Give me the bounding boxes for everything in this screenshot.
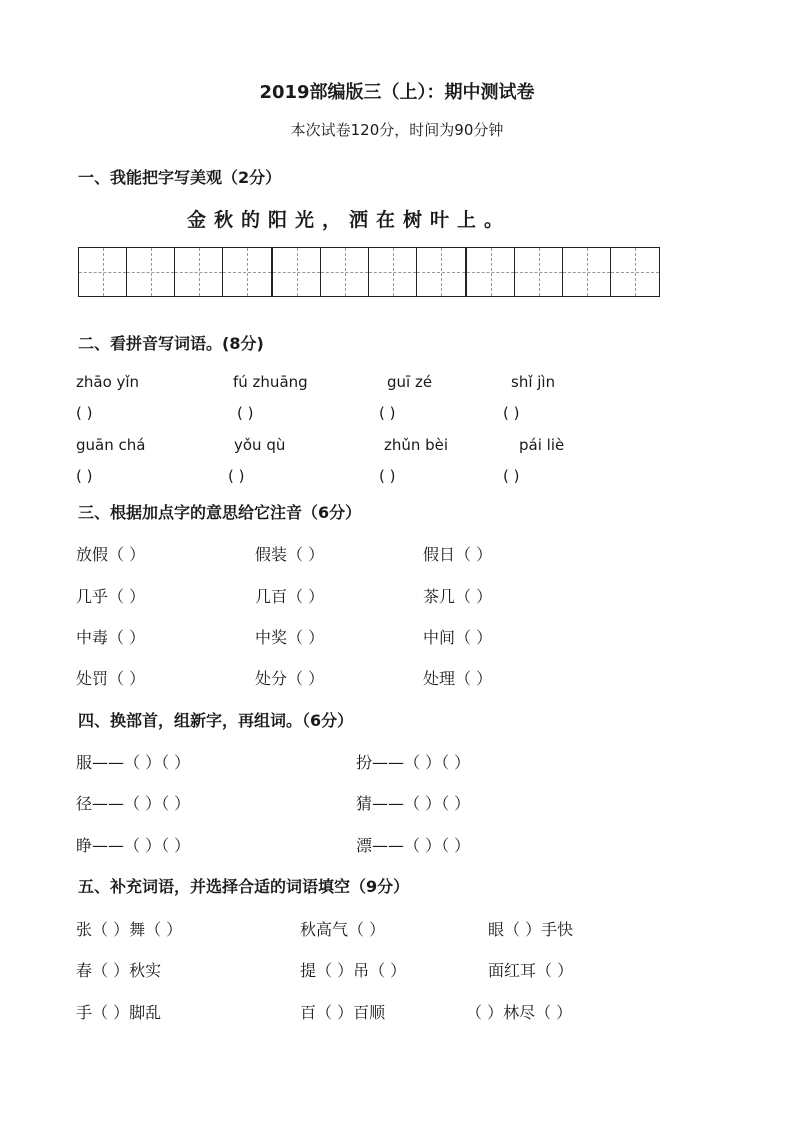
idiom-item[interactable]: 百（ ）百顺 — [300, 1003, 386, 1022]
pinyin-item: shǐ jìn — [511, 373, 556, 391]
page-title: 2019部编版三（上）：期中测试卷 — [259, 82, 535, 103]
phonetic-item[interactable]: 中间（ ） — [423, 628, 493, 647]
pinyin-item: fú zhuāng — [233, 373, 308, 391]
radical-item[interactable]: 漂——（ ）（ ） — [356, 836, 471, 855]
writing-cell[interactable] — [611, 248, 659, 296]
writing-cell[interactable] — [223, 248, 271, 296]
writing-cell[interactable] — [515, 248, 563, 296]
idiom-item[interactable]: 秋高气（ ） — [300, 920, 386, 939]
sentence-char: 上 — [456, 209, 482, 231]
copy-sentence — [186, 205, 510, 232]
phonetic-item[interactable]: 中奖（ ） — [255, 628, 325, 647]
pinyin-item: zhāo yǐn — [76, 373, 140, 391]
radical-item[interactable]: 扮——（ ）（ ） — [356, 753, 471, 772]
writing-cell[interactable] — [175, 248, 223, 296]
sentence-char: 的 — [240, 209, 266, 231]
idiom-item[interactable]: 面红耳（ ） — [488, 961, 574, 980]
writing-cell[interactable] — [127, 248, 175, 296]
idiom-item[interactable]: 手（ ）脚乱 — [76, 1003, 162, 1022]
writing-cell[interactable] — [79, 248, 127, 296]
answer-parentheses[interactable]: ( ) — [503, 404, 520, 422]
answer-parentheses[interactable]: ( ) — [379, 467, 396, 485]
writing-cell[interactable] — [369, 248, 417, 296]
phonetic-item[interactable]: 处分（ ） — [255, 669, 325, 688]
section-1-heading: 一、我能把字写美观（2分） — [78, 168, 282, 187]
idiom-item[interactable]: 提（ ）吊（ ） — [300, 961, 407, 980]
exam-subtitle: 本次试卷120分，时间为90分钟 — [290, 121, 504, 139]
pinyin-item: pái liè — [519, 436, 565, 454]
answer-parentheses[interactable]: ( ) — [228, 467, 245, 485]
phonetic-item[interactable]: 几百（ ） — [255, 587, 325, 606]
sentence-char: 洒 — [348, 209, 374, 231]
radical-item[interactable]: 径——（ ）（ ） — [76, 794, 191, 813]
sentence-char: ， — [321, 209, 347, 231]
section-5-heading: 五、补充词语，并选择合适的词语填空（9分） — [78, 877, 410, 896]
sentence-char: 金 — [186, 209, 212, 231]
phonetic-item[interactable]: 处罚（ ） — [76, 669, 146, 688]
radical-item[interactable]: 猜——（ ）（ ） — [356, 794, 471, 813]
section-2-heading: 二、看拼音写词语。(8分) — [78, 334, 264, 353]
pinyin-item: zhǔn bèi — [384, 436, 449, 454]
phonetic-item[interactable]: 假装（ ） — [255, 545, 325, 564]
idiom-item[interactable]: 张（ ）舞（ ） — [76, 920, 183, 939]
phonetic-item[interactable]: 中毒（ ） — [76, 628, 146, 647]
answer-parentheses[interactable]: ( ) — [379, 404, 396, 422]
idiom-item[interactable]: （ ）林尽（ ） — [466, 1003, 573, 1022]
writing-cell[interactable] — [273, 248, 321, 296]
sentence-char: 秋 — [213, 209, 239, 231]
section-3-heading: 三、根据加点字的意思给它注音（6分） — [78, 503, 362, 522]
idiom-item[interactable]: 眼（ ）手快 — [488, 920, 574, 939]
radical-item[interactable]: 服——（ ）（ ） — [76, 753, 191, 772]
idiom-item[interactable]: 春（ ）秋实 — [76, 961, 162, 980]
writing-grid-right[interactable] — [466, 247, 660, 297]
answer-parentheses[interactable]: ( ) — [503, 467, 520, 485]
answer-parentheses[interactable]: ( ) — [76, 404, 93, 422]
sentence-char: 叶 — [429, 209, 455, 231]
writing-grid-middle[interactable] — [272, 247, 466, 297]
phonetic-item[interactable]: 茶几（ ） — [423, 587, 493, 606]
section-4-heading: 四、换部首，组新字，再组词。（6分） — [78, 711, 354, 730]
phonetic-item[interactable]: 处理（ ） — [423, 669, 493, 688]
answer-parentheses[interactable]: ( ) — [76, 467, 93, 485]
sentence-char: 。 — [483, 209, 509, 231]
pinyin-item: guān chá — [76, 436, 146, 454]
answer-parentheses[interactable]: ( ) — [237, 404, 254, 422]
radical-item[interactable]: 睁——（ ）（ ） — [76, 836, 191, 855]
phonetic-item[interactable]: 假日（ ） — [423, 545, 493, 564]
sentence-char: 阳 — [267, 209, 293, 231]
writing-cell[interactable] — [321, 248, 369, 296]
writing-cell[interactable] — [563, 248, 611, 296]
sentence-char: 光 — [294, 209, 320, 231]
writing-grid-left[interactable] — [78, 247, 272, 297]
writing-cell[interactable] — [467, 248, 515, 296]
phonetic-item[interactable]: 放假（ ） — [76, 545, 146, 564]
phonetic-item[interactable]: 几乎（ ） — [76, 587, 146, 606]
writing-cell[interactable] — [417, 248, 465, 296]
pinyin-item: yǒu qù — [234, 436, 286, 454]
sentence-char: 树 — [402, 209, 428, 231]
sentence-char: 在 — [375, 209, 401, 231]
pinyin-item: guī zé — [387, 373, 433, 391]
